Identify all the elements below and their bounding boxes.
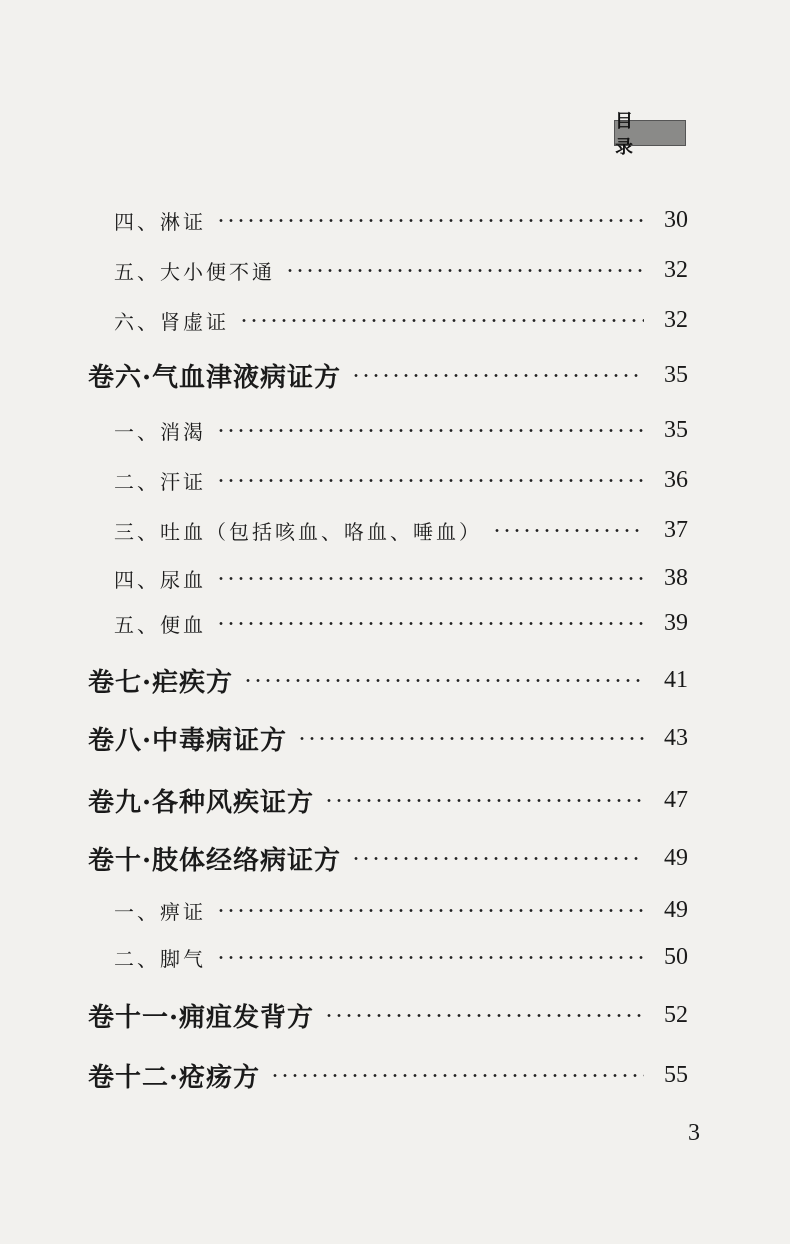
- toc-entry-label: 三、吐血（包括咳血、咯血、唾血）: [114, 519, 482, 544]
- leader-dots: [216, 956, 644, 959]
- toc-entry-page: 50: [664, 943, 688, 970]
- toc-chapter-page: 35: [664, 361, 688, 388]
- toc-entry: [0, 460, 790, 500]
- toc-chapter-page: 43: [664, 724, 688, 751]
- toc-entry-label: 四、淋证: [114, 209, 206, 234]
- toc-entry: [0, 937, 790, 977]
- leader-dots: [243, 679, 644, 682]
- toc-entry-page: 35: [664, 416, 688, 443]
- toc-entry-page: 37: [664, 516, 688, 543]
- toc-entry-page: 32: [664, 256, 688, 283]
- leader-dots: [297, 737, 644, 740]
- leader-dots: [216, 429, 644, 432]
- toc-entry-page: 32: [664, 306, 688, 333]
- toc-chapter-label: 卷七·疟疾方: [88, 667, 234, 698]
- toc-entry-label: 六、肾虚证: [114, 309, 229, 334]
- toc-chapter: [0, 660, 790, 700]
- leader-dots: [492, 529, 644, 532]
- toc-entry-label: 二、汗证: [114, 469, 206, 494]
- toc-entry: [0, 603, 790, 643]
- toc-chapter-page: 55: [664, 1061, 688, 1088]
- section-tab: 目 录: [614, 120, 686, 146]
- toc-entry-label: 一、痹证: [114, 899, 206, 924]
- toc-chapter-label: 卷九·各种风疾证方: [88, 787, 315, 818]
- toc-entry-label: 五、大小便不通: [114, 259, 275, 284]
- toc-entry: [0, 558, 790, 598]
- leader-dots: [216, 909, 644, 912]
- toc-chapter-label: 卷八·中毒病证方: [88, 725, 288, 756]
- toc-chapter-page: 41: [664, 666, 688, 693]
- toc-entry: [0, 200, 790, 240]
- toc-entry: [0, 510, 790, 550]
- leader-dots: [216, 219, 644, 222]
- toc-chapter-label: 卷十·肢体经络病证方: [88, 845, 342, 876]
- toc-chapter-page: 47: [664, 786, 688, 813]
- page-number: 3: [688, 1120, 700, 1146]
- leader-dots: [285, 269, 644, 272]
- leader-dots: [351, 374, 644, 377]
- toc-entry-page: 38: [664, 564, 688, 591]
- toc-chapter-page: 49: [664, 844, 688, 871]
- toc-entry-label: 四、尿血: [114, 567, 206, 592]
- leader-dots: [216, 577, 644, 580]
- toc-entry: [0, 300, 790, 340]
- toc-entry: [0, 410, 790, 450]
- toc-chapter: [0, 1055, 790, 1095]
- leader-dots: [216, 622, 644, 625]
- toc-entry-page: 39: [664, 609, 688, 636]
- leader-dots: [270, 1074, 644, 1077]
- toc-chapter: [0, 780, 790, 820]
- toc-chapter: [0, 355, 790, 395]
- toc-entry-label: 五、便血: [114, 612, 206, 637]
- toc-chapter: [0, 718, 790, 758]
- toc-chapter-label: 卷六·气血津液病证方: [88, 362, 342, 393]
- toc-entry: [0, 250, 790, 290]
- toc-entry-page: 49: [664, 896, 688, 923]
- leader-dots: [351, 857, 644, 860]
- toc-entry-page: 30: [664, 206, 688, 233]
- leader-dots: [324, 799, 644, 802]
- toc-chapter-label: 卷十二·疮疡方: [88, 1062, 261, 1093]
- toc-chapter-label: 卷十一·痈疽发背方: [88, 1002, 315, 1033]
- leader-dots: [216, 479, 644, 482]
- leader-dots: [324, 1014, 644, 1017]
- toc-entry: [0, 890, 790, 930]
- leader-dots: [239, 319, 644, 322]
- toc-chapter: [0, 838, 790, 878]
- toc-entry-page: 36: [664, 466, 688, 493]
- toc-chapter-page: 52: [664, 1001, 688, 1028]
- toc-entry-label: 一、消渴: [114, 419, 206, 444]
- toc-chapter: [0, 995, 790, 1035]
- toc-entry-label: 二、脚气: [114, 946, 206, 971]
